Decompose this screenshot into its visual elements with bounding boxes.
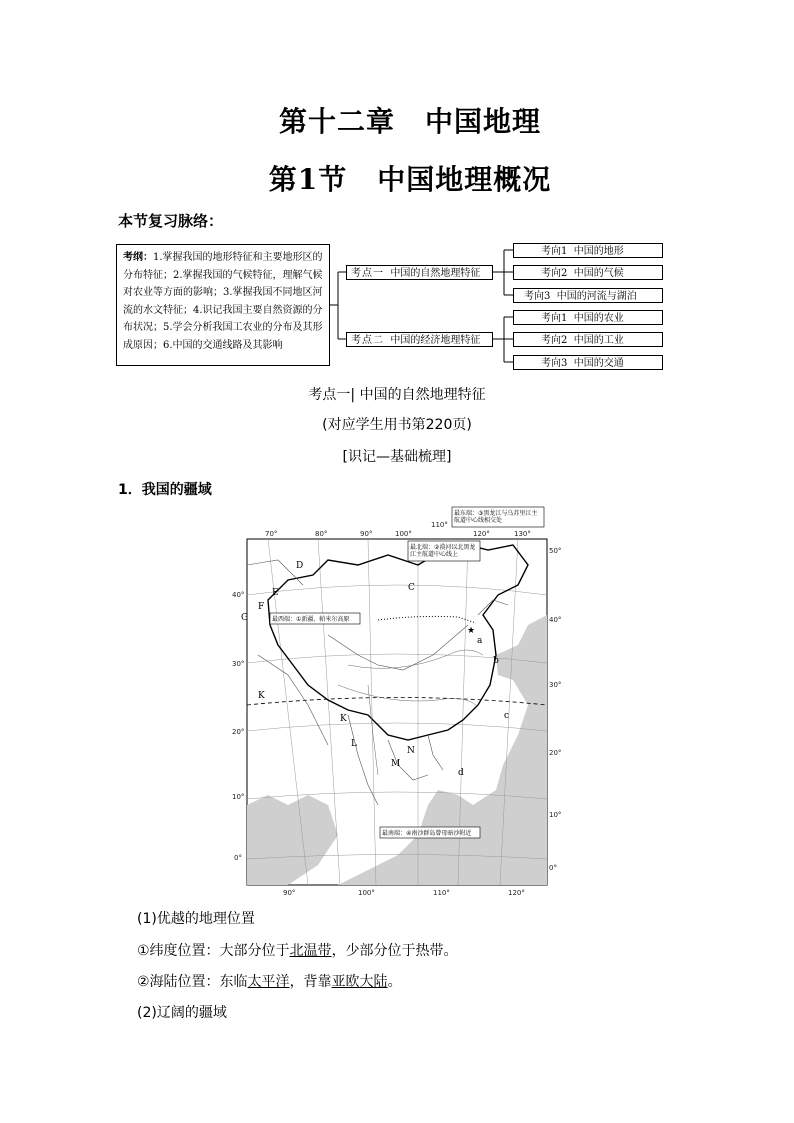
map-letter: d (458, 768, 464, 778)
answer-underline: 太平洋 (247, 974, 290, 990)
map-letter: K (340, 714, 347, 724)
china-territory-map (228, 505, 570, 897)
kaodian-1-name: 中国的自然地理特征 (390, 268, 481, 279)
section-number: 第1节 (268, 163, 348, 196)
text-span: 。 (387, 974, 402, 990)
answer-underline: 北温带 (289, 943, 332, 959)
lat-label: 40° (549, 616, 562, 624)
text-span: ②海陆位置：东临 (137, 974, 248, 990)
kaoxiang-2-2 (513, 332, 663, 347)
page-reference: (对应学生用书第220页) (322, 417, 472, 433)
kaoxiang-label: 考向3 (541, 358, 568, 369)
chapter-name: 中国地理 (425, 105, 542, 138)
kaodian-1-label: 考点一 (351, 268, 384, 279)
lat-label: 50° (549, 547, 562, 555)
section-name: 中国地理概况 (377, 163, 552, 196)
kaodian-2 (346, 332, 493, 347)
lat-label: 30° (232, 660, 245, 668)
lon-label: 130° (514, 530, 531, 538)
kaoxiang-label: 考向1 (541, 313, 568, 324)
kaoxiang-1-3 (513, 288, 663, 303)
lon-label: 90° (283, 889, 296, 897)
capital-star-icon: ★ (467, 626, 476, 636)
map-letter: b (493, 656, 499, 666)
kaoxiang-name: 中国的地形 (573, 246, 624, 257)
kaoxiang-2-1 (513, 310, 663, 325)
section-heading-label: 考点一| (308, 387, 356, 403)
kaoxiang-label: 考向1 (541, 246, 568, 257)
kaoxiang-label: 考向2 (541, 268, 568, 279)
lon-label: 110° (431, 521, 448, 529)
kaodian-2-name: 中国的经济地理特征 (390, 335, 481, 346)
outline-label: 考纲： (123, 252, 153, 263)
text-span: ①纬度位置：大部分位于 (137, 943, 290, 959)
paragraph-sea-land (137, 971, 402, 991)
map-letter: C (408, 583, 415, 593)
lon-label: 100° (358, 889, 375, 897)
kaoxiang-name: 中国的农业 (573, 313, 624, 324)
callout-line: 最北端：②漠河以北黑龙 (410, 544, 476, 551)
lon-label: 90° (360, 530, 373, 538)
text-span: ，少部分位于热带。 (331, 943, 458, 959)
map-svg (228, 505, 570, 897)
callout-line: 最东端：③黑龙江与乌苏里江主 (454, 510, 538, 517)
kaodian-2-label: 考点二 (351, 335, 384, 346)
kaoxiang-2-3 (513, 355, 663, 370)
map-letter: N (407, 746, 415, 756)
answer-underline: 亚欧大陆 (331, 974, 388, 990)
lon-label: 110° (433, 889, 450, 897)
lat-label: 20° (549, 749, 562, 757)
callout-line: 江主航道中心线上 (410, 551, 459, 558)
lat-label: 0° (234, 854, 242, 862)
lon-label: 120° (473, 530, 490, 538)
map-letter: F (258, 602, 265, 612)
map-letter: L (351, 739, 357, 749)
kaoxiang-1-1 (513, 243, 663, 258)
chapter-number: 第十二章 (278, 105, 395, 138)
section-tag: [识记—基础梳理] (342, 449, 452, 465)
kaoxiang-name: 中国的工业 (573, 335, 624, 346)
callout-south-text: 最南端：④南沙群岛曾母暗沙附近 (382, 830, 472, 837)
kaoxiang-label: 考向2 (541, 335, 568, 346)
lat-label: 40° (232, 591, 245, 599)
lon-label: 120° (508, 889, 525, 897)
lon-label: 80° (315, 530, 328, 538)
kaodian-1 (346, 265, 493, 280)
lat-label: 10° (232, 793, 245, 801)
lat-label: 10° (549, 811, 562, 819)
review-label: 本节复习脉络： (118, 212, 224, 230)
map-letter: c (504, 711, 510, 721)
section-heading-name: 中国的自然地理特征 (359, 387, 486, 403)
callout-line: 航道中心线相交处 (454, 517, 503, 524)
kaoxiang-name: 中国的气候 (573, 268, 624, 279)
kaoxiang-name: 中国的河流与湖泊 (556, 291, 637, 302)
lon-label: 100° (395, 530, 412, 538)
map-letter: K (258, 691, 265, 701)
section-heading (0, 384, 794, 404)
lat-label: 0° (549, 864, 557, 872)
text-span: ，背靠 (289, 974, 332, 990)
kaoxiang-label: 考向3 (524, 291, 551, 302)
map-letter: D (296, 561, 304, 571)
lon-label: 70° (265, 530, 278, 538)
paragraph-latitude (137, 940, 458, 960)
outline-text: 1.掌握我国的地形特征和主要地形区的分布特征；2.掌握我国的气候特征，理解气候对农业等方面的影响；3.掌握我国不同地区河流的水文特征；4.识记我国主要自然资源的分布状况；5.学会分析我国工农业的分布及其形成原因；6.中国的交通线路及其影响 (123, 252, 323, 351)
kaoxiang-1-2 (513, 265, 663, 280)
lat-label: 20° (232, 728, 245, 736)
lat-label: 30° (549, 681, 562, 689)
map-letter: G (241, 613, 249, 623)
map-letter: a (477, 636, 483, 646)
map-letter: E (272, 588, 279, 598)
kaoxiang-name: 中国的交通 (573, 358, 624, 369)
subheading-location: (1)优越的地理位置 (137, 911, 255, 927)
callout-west-text: 最西端：①新疆、帕米尔高原 (272, 616, 350, 623)
subheading-territory: (2)辽阔的疆域 (137, 1005, 227, 1021)
item-1-heading: 1．我国的疆域 (118, 482, 212, 498)
map-letter: M (391, 759, 401, 769)
